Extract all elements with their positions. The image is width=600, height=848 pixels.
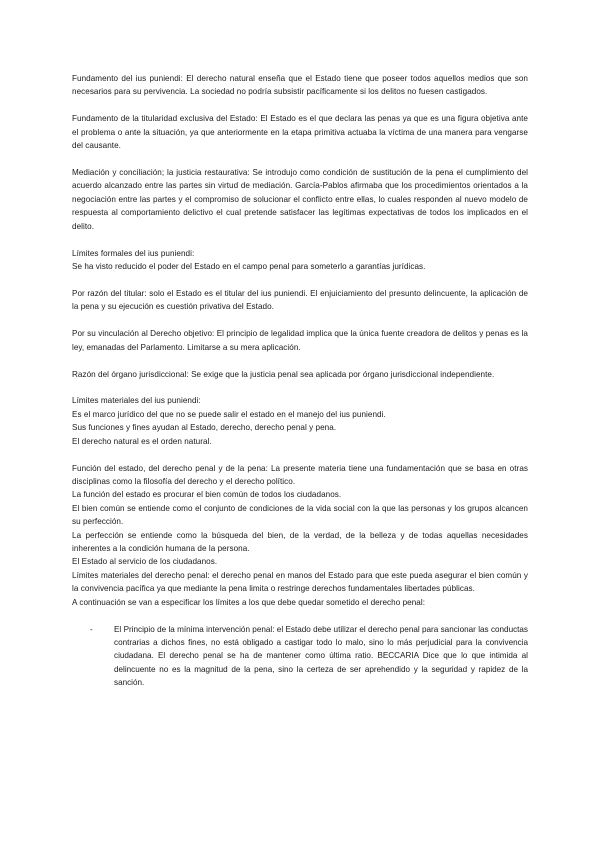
paragraph-titularidad-exclusiva: Fundamento de la titularidad exclusiva del Estado: El Estado es el que declara las penas ya que es una figura objetiva ante el problema o ante la situación, ya que anteriormente en la etapa primitiva actuaba la víctima de una manera para vengarse del causante. (72, 114, 528, 151)
funcion-line: El bien común se entiende como el conjunto de condiciones de la vida social con la que las personas y los grupos alcancen su perfección. (72, 503, 528, 527)
funcion-line: La función del estado es procurar el bien común de todos los ciudadanos. (72, 490, 342, 500)
paragraph-mediacion-conciliacion: Mediación y conciliación; la justicia restaurativa: Se introdujo como condición de sustitución de la pena el cumplimiento del acuerdo alcanzado entre las partes sin virtud de mediación. García-Pablos afirmaba que los procedimientos orientados a la negociación entre las partes y el compromiso de solucionar el conflicto entre ellas, lo cuales responden al nuevo modelo de respuesta al comportamiento delictivo el cual pretende satisfacer las legítimas expectativas de todos los implicados en el delito. (72, 168, 528, 231)
section-limites-materiales (72, 394, 528, 448)
limites-materiales-line: Sus funciones y fines ayudan al Estado, derecho, derecho penal y pena. (72, 423, 337, 433)
limites-formales-title: Límites formales del ius puniendi: (72, 248, 195, 258)
paragraph-fundamento-ius-puniendi: Fundamento del ius puniendi: El derecho natural enseña que el Estado tiene que poseer todos aquellos medios que son necesarios para su pervivencia. La sociedad no podría subsistir pacíficamente si los delitos no fuesen castigados. (72, 74, 528, 97)
funcion-line: Función del estado, del derecho penal y de la pena: La presente materia tiene una fundamentación que se basa en otras disciplinas como la filosofía del derecho y el derecho político. (72, 463, 528, 486)
paragraph-vinculacion-derecho-objetivo: Por su vinculación al Derecho objetivo: El principio de legalidad implica que la única fuente creadora de delitos y penas es la ley, emanadas del Parlamento. Limitarse a su mera aplicación. (72, 329, 528, 352)
limites-materiales-title: Límites materiales del ius puniendi: (72, 396, 201, 406)
bullet-text: El Principio de la mínima intervención penal: el Estado debe utilizar el derecho penal para sancionar las conductas contrarias a dichos fines, no está obligado a castigar todo lo malo, sino lo más perjudicial para la convivencia ciudadana. El derecho penal se ha de mantener como última ratio. BECCARIA Dice que lo que intimida al delincuente no es la magnitud de la pena, sino la certeza de ser aprehendido y la seguridad y rapidez de la sanción. (114, 624, 528, 688)
bullet-marker: - (90, 624, 93, 634)
limites-materiales-line: Es el marco jurídico del que no se puede salir el estado en el manejo del ius puniendi. (72, 409, 386, 419)
document-page (72, 72, 528, 690)
funcion-line: Límites materiales del derecho penal: el derecho penal en manos del Estado para que este pueda asegurar el bien común y la convivencia pacífica ya que mediante la pena limita o restringe derechos fundamentales libertades públicas. (72, 570, 528, 594)
funcion-line: La perfección se entiende como la búsqueda del bien, de la verdad, de la belleza y de todas aquellas necesidades inherentes a la condición humana de la persona. (72, 530, 528, 553)
limites-materiales-line: El derecho natural es el orden natural. (72, 436, 212, 446)
funcion-line: El Estado al servicio de los ciudadanos. (72, 557, 218, 567)
paragraph-organo-jurisdiccional: Razón del órgano jurisdiccional: Se exige que la justicia penal sea aplicada por órgano jurisdiccional independiente. (72, 369, 495, 379)
section-funcion-estado (72, 462, 528, 609)
paragraph-razon-titular: Por razón del titular: solo el Estado es el titular del ius puniendi. El enjuiciamiento del presunto delincuente, la aplicación de la pena y su ejecución es cuestión privativa del Estado. (72, 288, 528, 312)
funcion-line: A continuación se van a especificar los límites a los que debe quedar sometido el derecho penal: (72, 597, 426, 607)
limites-formales-text: Se ha visto reducido el poder del Estado en el campo penal para someterlo a garantías jurídicas. (72, 261, 426, 271)
section-limites-formales (72, 247, 528, 274)
bullet-item (90, 623, 528, 690)
